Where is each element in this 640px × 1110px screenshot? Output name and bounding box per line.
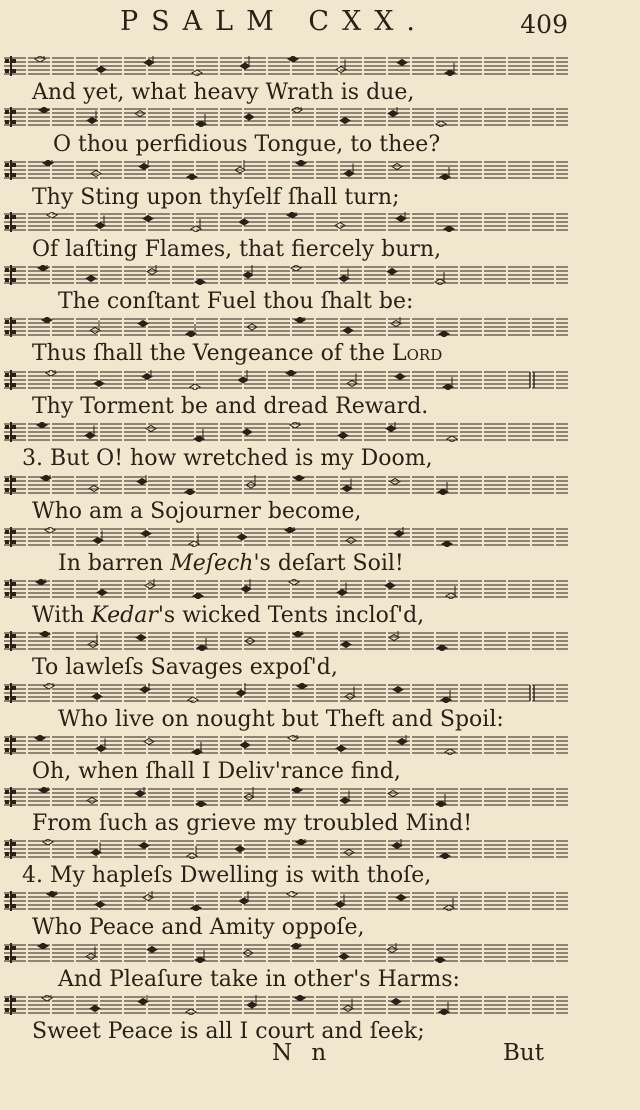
note-icon <box>139 843 149 849</box>
note-icon <box>343 328 353 334</box>
note-icon <box>140 683 150 693</box>
lyric-line: Of laſting Flames, that fiercely burn, <box>32 237 442 262</box>
page-header <box>0 4 640 44</box>
note-icon <box>297 683 307 689</box>
music-staff <box>0 891 570 911</box>
note-icon <box>287 212 297 218</box>
lyric-line: O thou perfidious Tongue, to thee? <box>53 132 441 157</box>
note-icon <box>94 381 104 387</box>
note-icon <box>35 735 45 741</box>
note-icon <box>336 746 346 752</box>
note-icon <box>141 531 151 537</box>
note-icon <box>92 694 102 700</box>
note-icon <box>143 216 153 222</box>
music-staff <box>0 422 570 442</box>
note-icon <box>235 846 245 852</box>
lyric-line: Thy Torment be and dread Reward. <box>32 394 429 419</box>
note-icon <box>194 429 204 442</box>
note-icon <box>187 174 197 180</box>
note-icon <box>38 943 48 949</box>
lyric-line: Who live on nought but Theft and Spoil: <box>58 707 504 732</box>
note-icon <box>90 1006 100 1012</box>
lyric-italic-name: Kedar <box>91 603 158 628</box>
lyric-line: Who Peace and Amity oppoſe, <box>32 915 365 940</box>
lyric-line <box>32 337 632 371</box>
note-icon <box>286 370 296 376</box>
note-icon <box>86 276 96 282</box>
music-staff <box>0 683 570 703</box>
music-staff <box>0 527 570 547</box>
running-title: PSALM CXX. <box>120 6 429 37</box>
lyric-text: With <box>32 603 92 628</box>
note-icon <box>389 631 399 641</box>
page-number: 409 <box>520 10 568 39</box>
note-icon <box>444 226 454 232</box>
note-icon <box>340 118 350 124</box>
note-icon <box>292 787 302 793</box>
lyric-line: Oh, when ſhall I Deliv'rance find, <box>32 759 401 784</box>
note-icon <box>142 370 152 380</box>
note-icon <box>295 317 305 323</box>
lyric-line: The conſtant Fuel thou ſhalt be: <box>58 289 414 314</box>
note-icon <box>40 631 50 637</box>
note-icon <box>138 995 148 1005</box>
note-icon <box>396 212 406 222</box>
music-staff <box>0 107 570 127</box>
note-icon <box>436 121 446 127</box>
note-icon <box>43 160 53 166</box>
lyric-line <box>32 599 632 633</box>
note-icon <box>37 422 47 428</box>
note-icon <box>388 107 398 117</box>
signature-mark: N n <box>272 1040 333 1066</box>
note-icon <box>244 114 254 120</box>
lyric-line: 4. My hapleſs Dwelling is with thoſe, <box>22 863 432 888</box>
note-icon <box>137 475 147 485</box>
music-staff <box>0 631 570 651</box>
note-icon <box>36 579 46 585</box>
lyric-line: Who am a Sojourner become, <box>32 499 362 524</box>
note-icon <box>136 635 146 641</box>
note-icon <box>394 527 404 537</box>
note-icon <box>143 891 153 901</box>
note-icon <box>338 433 348 439</box>
lyric-text: 's wicked Tents incloſ'd, <box>157 603 425 628</box>
note-icon <box>96 67 106 73</box>
note-icon <box>387 269 397 275</box>
lyric-line: To lawleſs Savages expoſ'd, <box>32 655 338 680</box>
music-staff <box>0 475 570 495</box>
note-icon <box>242 429 252 435</box>
note-icon <box>44 683 54 689</box>
lyric-text: In barren <box>58 551 171 576</box>
note-icon <box>295 995 305 1001</box>
lyric-small-caps: Lord <box>392 341 443 366</box>
note-icon <box>41 475 51 481</box>
note-icon <box>385 583 395 589</box>
note-icon <box>387 943 397 953</box>
note-icon <box>392 839 402 849</box>
note-icon <box>45 527 55 533</box>
note-icon <box>287 891 297 897</box>
lyric-line: And Pleaſure take in other's Harms: <box>58 967 460 992</box>
note-icon <box>293 631 303 637</box>
note-icon <box>288 735 298 741</box>
music-staff <box>0 212 570 232</box>
music-staff <box>0 265 570 285</box>
music-staff <box>0 579 570 599</box>
catchword: But <box>503 1040 544 1066</box>
music-staff <box>0 160 570 180</box>
note-icon <box>290 422 300 428</box>
music-staff <box>0 56 570 76</box>
note-icon <box>291 943 301 949</box>
note-icon <box>145 579 155 589</box>
music-staff <box>0 317 570 337</box>
music-staff <box>0 943 570 963</box>
note-icon <box>147 265 157 275</box>
note-icon <box>35 56 45 62</box>
note-icon <box>292 107 302 113</box>
note-icon <box>239 219 249 225</box>
music-staff <box>0 839 570 859</box>
note-icon <box>240 742 250 748</box>
note-icon <box>391 317 401 327</box>
music-staff <box>0 995 570 1015</box>
note-icon <box>296 160 306 166</box>
note-icon <box>397 735 407 745</box>
lyric-line: From ſuch as grieve my troubled Mind! <box>32 811 473 836</box>
lyric-line: 3. But O! how wretched is my Doom, <box>22 446 433 471</box>
note-icon <box>39 107 49 113</box>
note-icon <box>393 687 403 693</box>
lyric-line: And yet, what heavy Wrath is due, <box>32 80 415 105</box>
note-icon <box>42 317 52 323</box>
note-icon <box>289 579 299 585</box>
lyric-line: Thy Sting upon thyſelf ſhall turn; <box>32 185 400 210</box>
note-icon <box>39 787 49 793</box>
note-icon <box>97 590 107 596</box>
music-staff <box>0 370 570 390</box>
note-icon <box>291 265 301 271</box>
lyric-line <box>58 547 640 581</box>
note-icon <box>46 370 56 376</box>
note-icon <box>296 839 306 845</box>
note-icon <box>339 954 349 960</box>
lyric-text: 's deſart Soil! <box>253 551 404 576</box>
note-icon <box>139 160 149 170</box>
music-staff <box>0 735 570 755</box>
note-icon <box>135 787 145 797</box>
note-icon <box>391 999 401 1005</box>
note-icon <box>395 374 405 380</box>
note-icon <box>147 947 157 953</box>
lyric-italic-name: Meſech <box>170 551 254 576</box>
note-icon <box>144 56 154 66</box>
note-icon <box>95 902 105 908</box>
note-icon <box>237 534 247 540</box>
note-icon <box>47 212 57 218</box>
music-staff <box>0 787 570 807</box>
note-icon <box>294 475 304 481</box>
note-icon <box>396 895 406 901</box>
note-icon <box>42 995 52 1001</box>
note-icon <box>47 891 57 897</box>
note-icon <box>285 527 295 533</box>
lyric-text: Thus ſhall the Vengeance of the <box>32 341 392 366</box>
note-icon <box>288 56 298 62</box>
note-icon <box>386 422 396 432</box>
lyric-line: Sweet Peace is all I court and ſeek; <box>32 1019 425 1044</box>
note-icon <box>43 839 53 845</box>
note-icon <box>138 321 148 327</box>
note-icon <box>337 583 347 596</box>
note-icon <box>341 642 351 648</box>
note-icon <box>397 60 407 66</box>
note-icon <box>38 265 48 271</box>
